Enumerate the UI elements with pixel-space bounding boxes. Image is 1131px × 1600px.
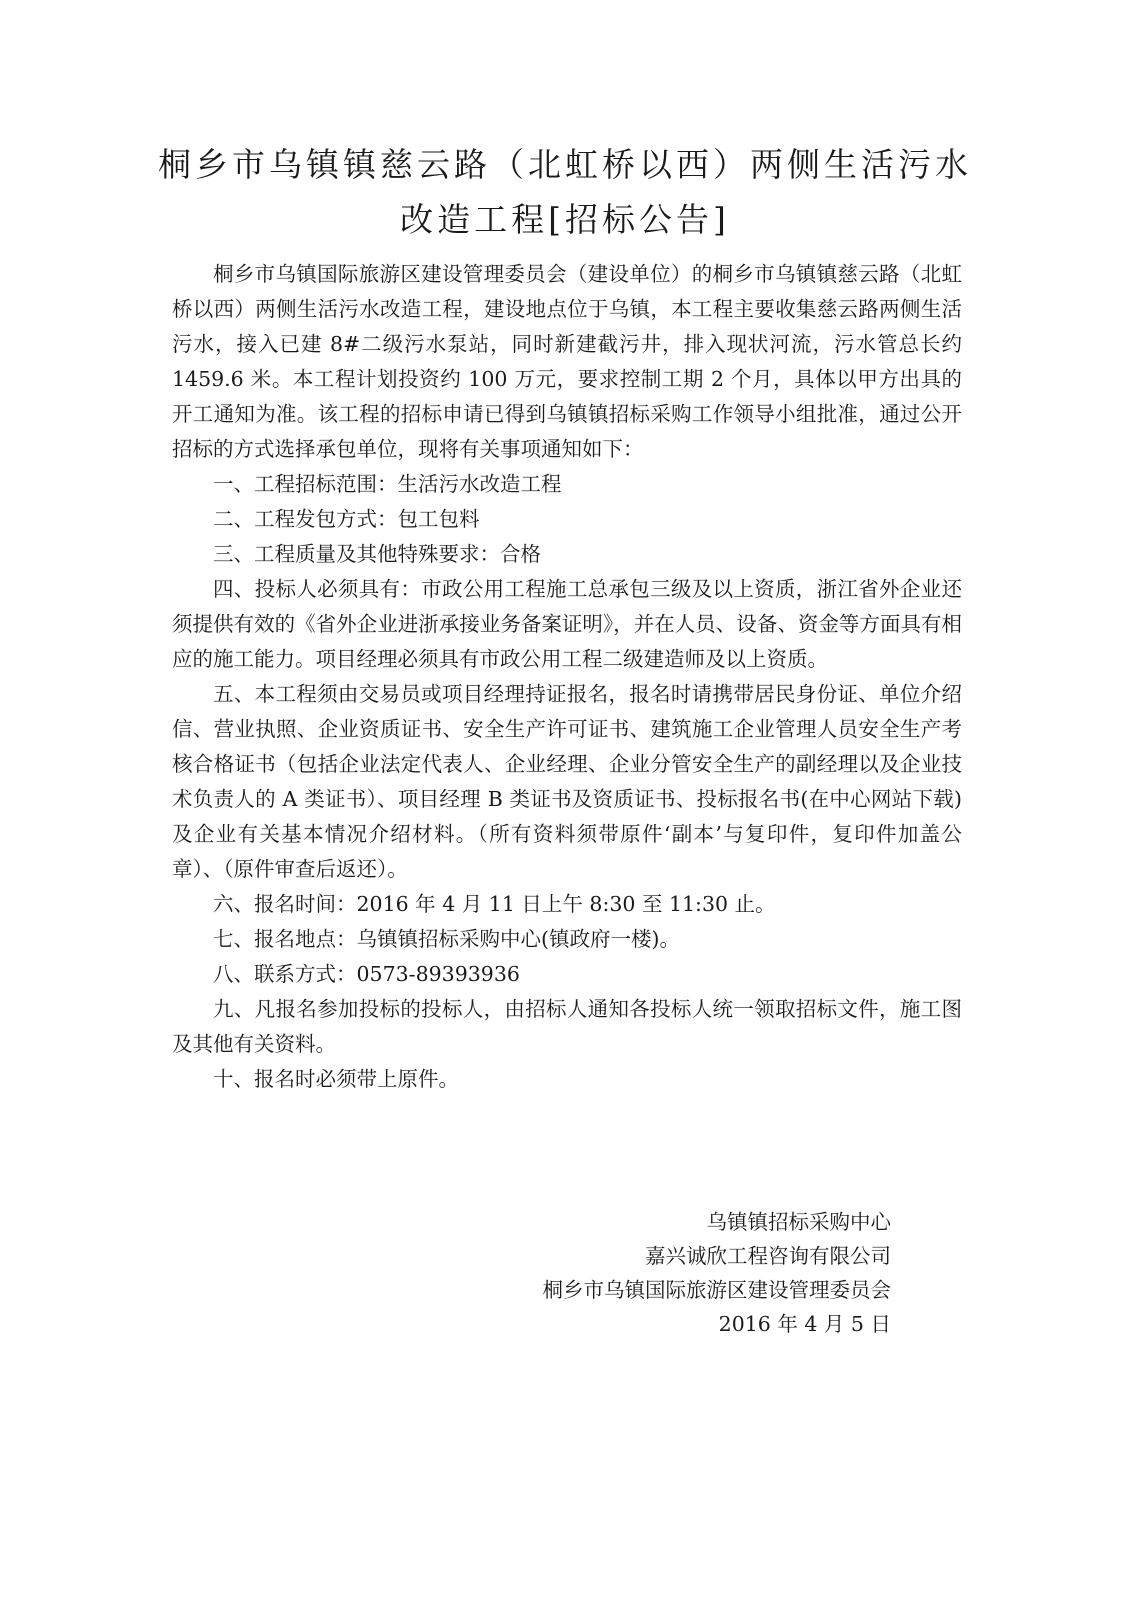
item-registration-location: 七、报名地点：乌镇镇招标采购中心(镇政府一楼)。	[213, 927, 680, 951]
item-originals: 十、报名时必须带上原件。	[213, 1067, 459, 1091]
item-qualifications: 四、投标人必须具有：市政公用工程施工总承包三级及以上资质，浙江省外企业还须提供有效的《省外企业进浙承接业务备案证明》，并在人员、设备、资金等方面具有相应的施工能力。项目经理必须具有市政公用工程二级建造师及以上资质。	[172, 577, 962, 671]
item-contact: 八、联系方式：0573-89393936	[213, 962, 520, 986]
document-title-line-2: 改造工程[招标公告]	[400, 200, 730, 239]
signature-org-1: 乌镇镇招标采购中心	[706, 1210, 891, 1234]
item-bid-documents: 九、凡报名参加投标的投标人，由招标人通知各投标人统一领取招标文件，施工图及其他有关资料。	[172, 997, 962, 1056]
signature-org-2: 嘉兴诚欣工程咨询有限公司	[645, 1244, 891, 1268]
item-registration-time: 六、报名时间：2016 年 4 月 11 日上午 8:30 至 11:30 止。	[213, 892, 776, 916]
signature-block	[543, 1205, 892, 1341]
item-quality: 三、工程质量及其他特殊要求：合格	[213, 542, 541, 566]
signature-org-3: 桐乡市乌镇国际旅游区建设管理委员会	[542, 1278, 891, 1302]
document-title-line-1: 桐乡市乌镇镇慈云路（北虹桥以西）两侧生活污水	[158, 145, 972, 184]
document-body	[172, 257, 962, 1097]
item-scope: 一、工程招标范围：生活污水改造工程	[213, 472, 562, 496]
item-contract-method: 二、工程发包方式：包工包料	[213, 507, 480, 531]
intro-paragraph: 桐乡市乌镇国际旅游区建设管理委员会（建设单位）的桐乡市乌镇镇慈云路（北虹桥以西）两侧生活污水改造工程，建设地点位于乌镇，本工程主要收集慈云路两侧生活污水，接入已建 8#二级污水泵站，同时新建截污井，排入现状河流，污水管总长约 1459.6 米。本工程计划投资约 100 万元，要求控制工期 2 个月，具体以甲方出具的开工通知为准。该工程的招标申请已得到乌镇镇招标采购工作领导小组批准，通过公开招标的方式选择承包单位，现将有关事项通知如下：	[172, 262, 962, 461]
item-registration-documents: 五、本工程须由交易员或项目经理持证报名，报名时请携带居民身份证、单位介绍信、营业执照、企业资质证书、安全生产许可证书、建筑施工企业管理人员安全生产考核合格证书（包括企业法定代表人、企业经理、企业分管安全生产的副经理以及企业技术负责人的 A 类证书）、项目经理 B 类证书及资质证书、投标报名书(在中心网站下载)及企业有关基本情况介绍材料。（所有资料须带原件‘副本’与复印件，复印件加盖公章）、（原件审查后返还）。	[172, 682, 962, 881]
signature-date: 2016 年 4 月 5 日	[718, 1312, 891, 1336]
